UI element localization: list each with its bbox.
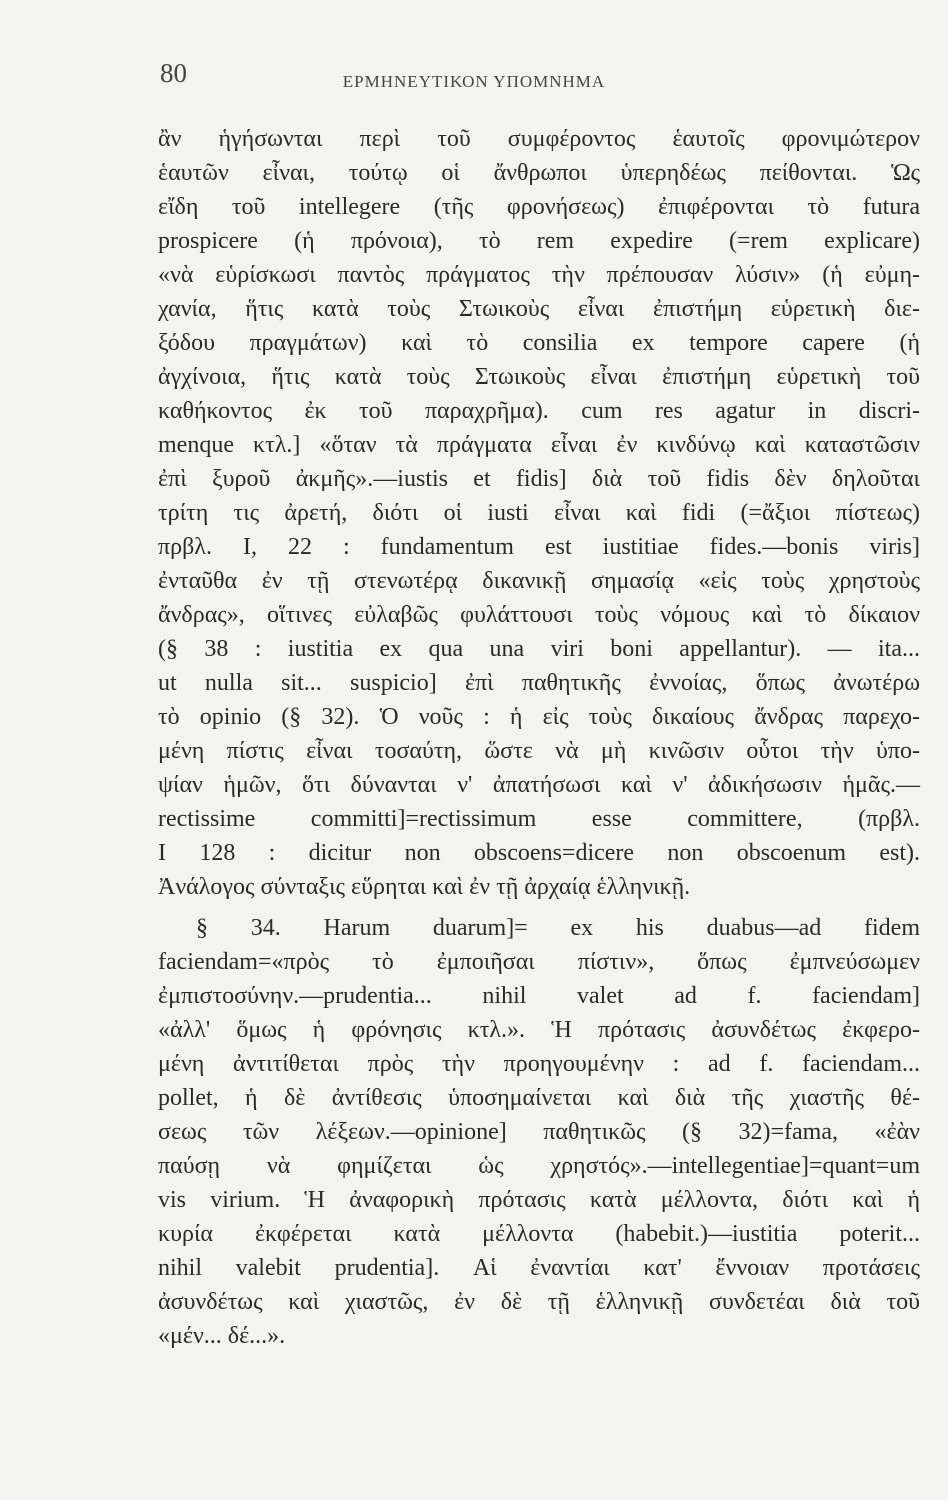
text-line: σεως τῶν λέξεων.—opinione] παθητικῶς (§ 32)=fama, «ἐὰν bbox=[158, 1119, 920, 1145]
text-line: nihil valebit prudentia]. Αἱ ἐναντίαι κατ' ἔννοιαν προτάσεις bbox=[158, 1255, 920, 1281]
text-line: ἐπὶ ξυροῦ ἀκμῆς».—iustis et fidis] διὰ τοῦ fidis δὲν δηλοῦται bbox=[158, 466, 920, 492]
text-line: Ἀνάλογος σύνταξις εὕρηται καὶ ἐν τῇ ἀρχαίᾳ ἑλληνικῇ. bbox=[158, 874, 691, 900]
text-line: μένη ἀντιτίθεται πρὸς τὴν προηγουμένην : ad f. faciendam... bbox=[158, 1051, 920, 1077]
text-line: «ἀλλ' ὅμως ἡ φρόνησις κτλ.». Ἡ πρότασις ἀσυνδέτως ἐκφερο- bbox=[158, 1017, 920, 1043]
text-line: ἄνδρας», οἵτινες εὐλαβῶς φυλάττουσι τοὺς νόμους καὶ τὸ δίκαιον bbox=[158, 602, 920, 628]
text-line: ἀγχίνοια, ἥτις κατὰ τοὺς Στωικοὺς εἶναι ἐπιστήμη εὑρετικὴ τοῦ bbox=[158, 364, 920, 390]
text-line: ἐνταῦθα ἐν τῇ στενωτέρᾳ δικανικῇ σημασίᾳ «εἰς τοὺς χρηστοὺς bbox=[158, 568, 920, 594]
text-line: ἀσυνδέτως καὶ χιαστῶς, ἐν δὲ τῇ ἑλληνικῇ συνδετέαι διὰ τοῦ bbox=[158, 1289, 920, 1315]
text-line: menque κτλ.] «ὅταν τὰ πράγματα εἶναι ἐν κινδύνῳ καὶ καταστῶσιν bbox=[158, 432, 920, 458]
text-line: faciendam=«πρὸς τὸ ἐμποιῆσαι πίστιν», ὅπως ἐμπνεύσωμεν bbox=[158, 949, 920, 975]
running-head: ΕΡΜΗΝΕΥΤΙΚΟΝ ΥΠΟΜΝΗΜΑ bbox=[342, 72, 606, 91]
text-line: ξόδου πραγμάτων) καὶ τὸ consilia ex tempore capere (ἡ bbox=[158, 330, 920, 356]
page-number: 80 bbox=[160, 58, 187, 88]
text-line: τὸ opinio (§ 32). Ὁ νοῦς : ἡ εἰς τοὺς δικαίους ἄνδρας παρεχο- bbox=[158, 704, 920, 730]
text-line: μένη πίστις εἶναι τοσαύτη, ὥστε νὰ μὴ κινῶσιν οὗτοι τὴν ὑπο- bbox=[158, 738, 920, 764]
text-line: «μέν... δέ...». bbox=[158, 1323, 286, 1349]
text-line: vis virium. Ἡ ἀναφορικὴ πρότασις κατὰ μέλλοντα, διότι καὶ ἡ bbox=[158, 1187, 920, 1213]
text-line: πρβλ. I, 22 : fundamentum est iustitiae fides.—bonis viris] bbox=[158, 534, 920, 560]
text-line: τρίτη τις ἀρετή, διότι οἱ iusti εἶναι καὶ fidi (=ἄξιοι πίστεως) bbox=[158, 500, 920, 526]
text-line: rectissime committi]=rectissimum esse committere, (πρβλ. bbox=[158, 806, 920, 832]
text-line: ψίαν ἡμῶν, ὅτι δύνανται ν' ἀπατήσωσι καὶ ν' ἀδικήσωσιν ἡμᾶς.— bbox=[158, 772, 920, 798]
text-line: prospicere (ἡ πρόνοια), τὸ rem expedire (=rem explicare) bbox=[158, 228, 920, 254]
text-line: pollet, ἡ δὲ ἀντίθεσις ὑποσημαίνεται καὶ διὰ τῆς χιαστῆς θέ- bbox=[158, 1085, 920, 1111]
text-line: ἑαυτῶν εἶναι, τούτῳ οἱ ἄνθρωποι ὑπερηδέως πείθονται. Ὡς bbox=[158, 160, 920, 186]
text-line: (§ 38 : iustitia ex qua una viri boni appellantur). — ita... bbox=[158, 636, 920, 662]
text-line: I 128 : dicitur non obscoens=dicere non obscoenum est). bbox=[158, 840, 920, 866]
text-line: «νὰ εὑρίσκωσι παντὸς πράγματος τὴν πρέπουσαν λύσιν» (ἡ εὐμη- bbox=[158, 262, 920, 288]
text-line: ἂν ἡγήσωνται περὶ τοῦ συμφέροντος ἑαυτοῖς φρονιμώτερον bbox=[158, 126, 920, 152]
text-line: εἴδη τοῦ intellegere (τῆς φρονήσεως) ἐπιφέρονται τὸ futura bbox=[158, 194, 920, 220]
text-line: παύσῃ νὰ φημίζεται ὡς χρηστός».—intellegentiae]=quant=um bbox=[158, 1153, 920, 1179]
text-line: καθήκοντος ἐκ τοῦ παραχρῆμα). cum res agatur in discri- bbox=[158, 398, 920, 424]
section-heading-line: § 34. Harum duarum]= ex his duabus—ad fidem bbox=[196, 915, 920, 941]
text-line: χανία, ἥτις κατὰ τοὺς Στωικοὺς εἶναι ἐπιστήμη εὑρετικὴ διε- bbox=[158, 296, 920, 322]
text-line: κυρία ἐκφέρεται κατὰ μέλλοντα (habebit.)—iustitia poterit... bbox=[158, 1221, 920, 1247]
text-line: ἐμπιστοσύνην.—prudentia... nihil valet ad f. faciendam] bbox=[158, 983, 920, 1009]
text-line: ut nulla sit... suspicio] ἐπὶ παθητικῆς ἐννοίας, ὅπως ἀνωτέρω bbox=[158, 670, 920, 696]
